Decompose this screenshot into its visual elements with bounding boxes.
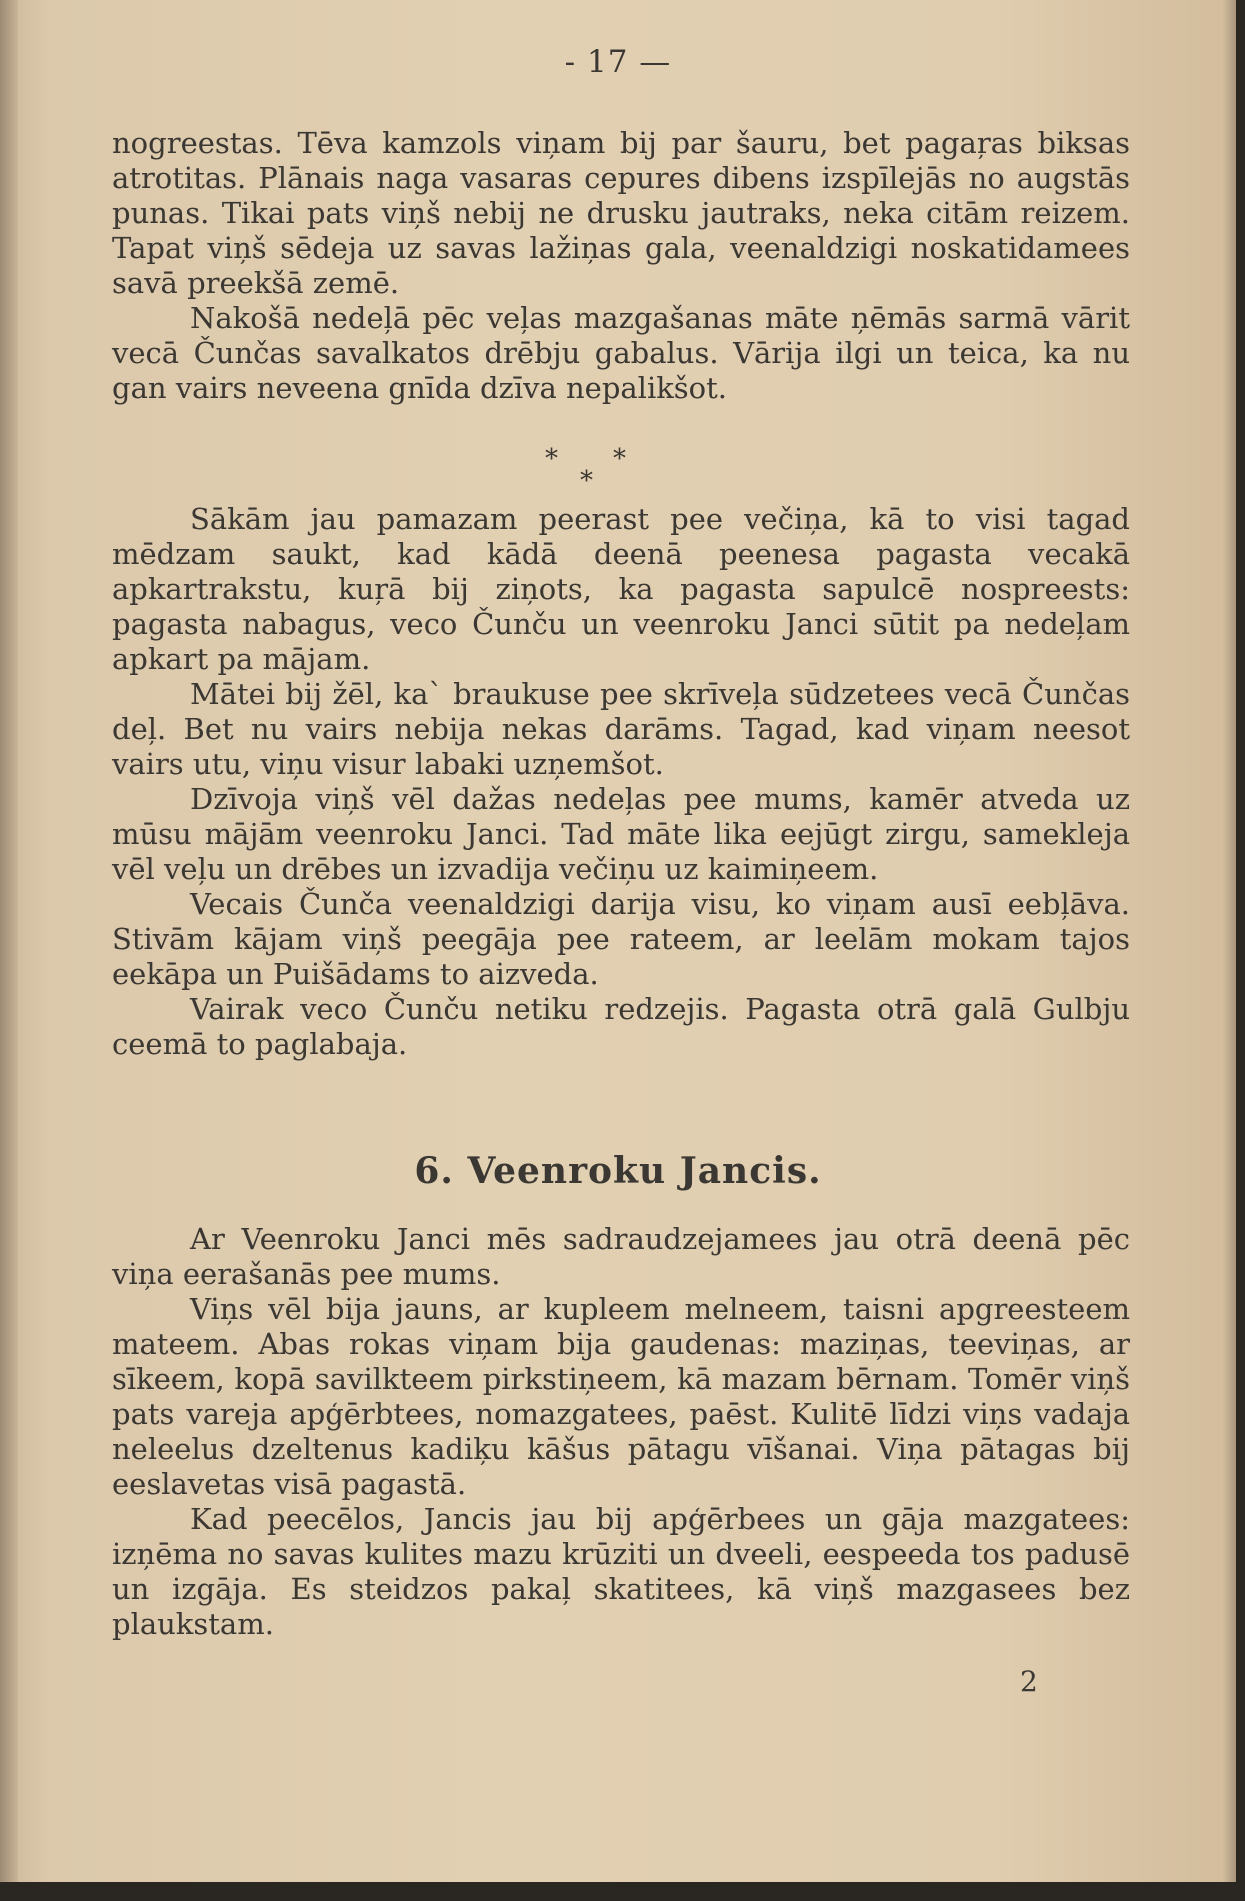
paragraph: Mātei bij žēl, ka` braukuse pee skrīveļa sūdzetees vecā Čunčas deļ. Bet nu vairs nebija nekas darāms. Tagad, kad viņam neesot vairs utu, viņu visur labaki uzņemšot. xyxy=(112,677,1130,781)
paragraph: Vecais Čunča veenaldzigi darija visu, ko viņam ausī eebļāva. Stivām kājam viņš peegāja pee rateem, ar leelām mokam tajos eekāpa un Puišādams to aizveda. xyxy=(112,887,1130,991)
star-mark: * xyxy=(545,444,558,474)
page-spine-shadow xyxy=(0,0,18,1882)
page-edge-shadow xyxy=(1222,0,1236,1882)
paragraph: Vairak veco Čunču netiku redzejis. Pagasta otrā galā Gulbju ceemā to paglabaja. xyxy=(112,992,1130,1061)
printer-signature-mark: 2 xyxy=(1020,1665,1038,1698)
paragraph: nogreestas. Tēva kamzols viņam bij par šauru, bet pagaŗas biksas atrotitas. Plānais naga vasaras cepures dibens izspīlejās no augstās punas. Tikai pats viņš nebij ne drusku jautraks, neka citām reizem. Tapat viņš sēdeja uz savas lažiņas gala, veenaldzigi noskatidamees savā preekšā zemē. xyxy=(112,126,1130,300)
text-block-3 xyxy=(112,1222,1130,1642)
paragraph: Dzīvoja viņš vēl dažas nedeļas pee mums, kamēr atveda uz mūsu mājām veenroku Janci. Tad māte lika eejūgt zirgu, samekleja vēl veļu un drēbes un izvadija večiņu uz kaimiņeem. xyxy=(112,782,1130,886)
page-number: - 17 — xyxy=(564,44,672,80)
text-block-1 xyxy=(112,126,1130,406)
paragraph: Sākām jau pamazam peerast pee večiņa, kā to visi tagad mēdzam saukt, kad kādā deenā peenesa pagasta vecakā apkartrakstu, kuŗā bij ziņots, ka pagasta sapulcē nospreests: pagasta nabagus, veco Čunču un veenroku Janci sūtit pa nedeļam apkart pa mājam. xyxy=(112,502,1130,676)
star-mark: * xyxy=(580,466,593,496)
section-separator-stars xyxy=(535,444,695,494)
chapter-title: 6. Veenroku Jancis. xyxy=(414,1150,822,1192)
paragraph: Nakošā nedeļā pēc veļas mazgašanas māte ņēmās sarmā vārit vecā Čunčas savalkatos drēbju gabalus. Vārija ilgi un teica, ka nu gan vairs neveena gnīda dzīva nepalikšot. xyxy=(112,301,1130,405)
paragraph: Kad peecēlos, Jancis jau bij apģērbees un gāja mazgatees: izņēma no savas kulites mazu krūziti un dveeli, eespeeda tos padusē un izgāja. Es steidzos pakaļ skatitees, kā viņš mazgasees bez plaukstam. xyxy=(112,1502,1130,1641)
star-mark: * xyxy=(613,444,626,474)
paragraph: Viņs vēl bija jauns, ar kupleem melneem, taisni apgreesteem mateem. Abas rokas viņam bija gaudenas: maziņas, teeviņas, ar sīkeem, kopā savilkteem pirkstiņeem, kā mazam bērnam. Tomēr viņš pats vareja apģērbtees, nomazgatees, paēst. Kulitē līdzi viņs vadaja neleelus dzeltenus kadiķu kāšus pātagu vīšanai. Viņa pātagas bij eeslavetas visā pagastā. xyxy=(112,1292,1130,1501)
paragraph: Ar Veenroku Janci mēs sadraudzejamees jau otrā deenā pēc viņa eerašanās pee mums. xyxy=(112,1222,1130,1291)
text-block-2 xyxy=(112,502,1130,1062)
